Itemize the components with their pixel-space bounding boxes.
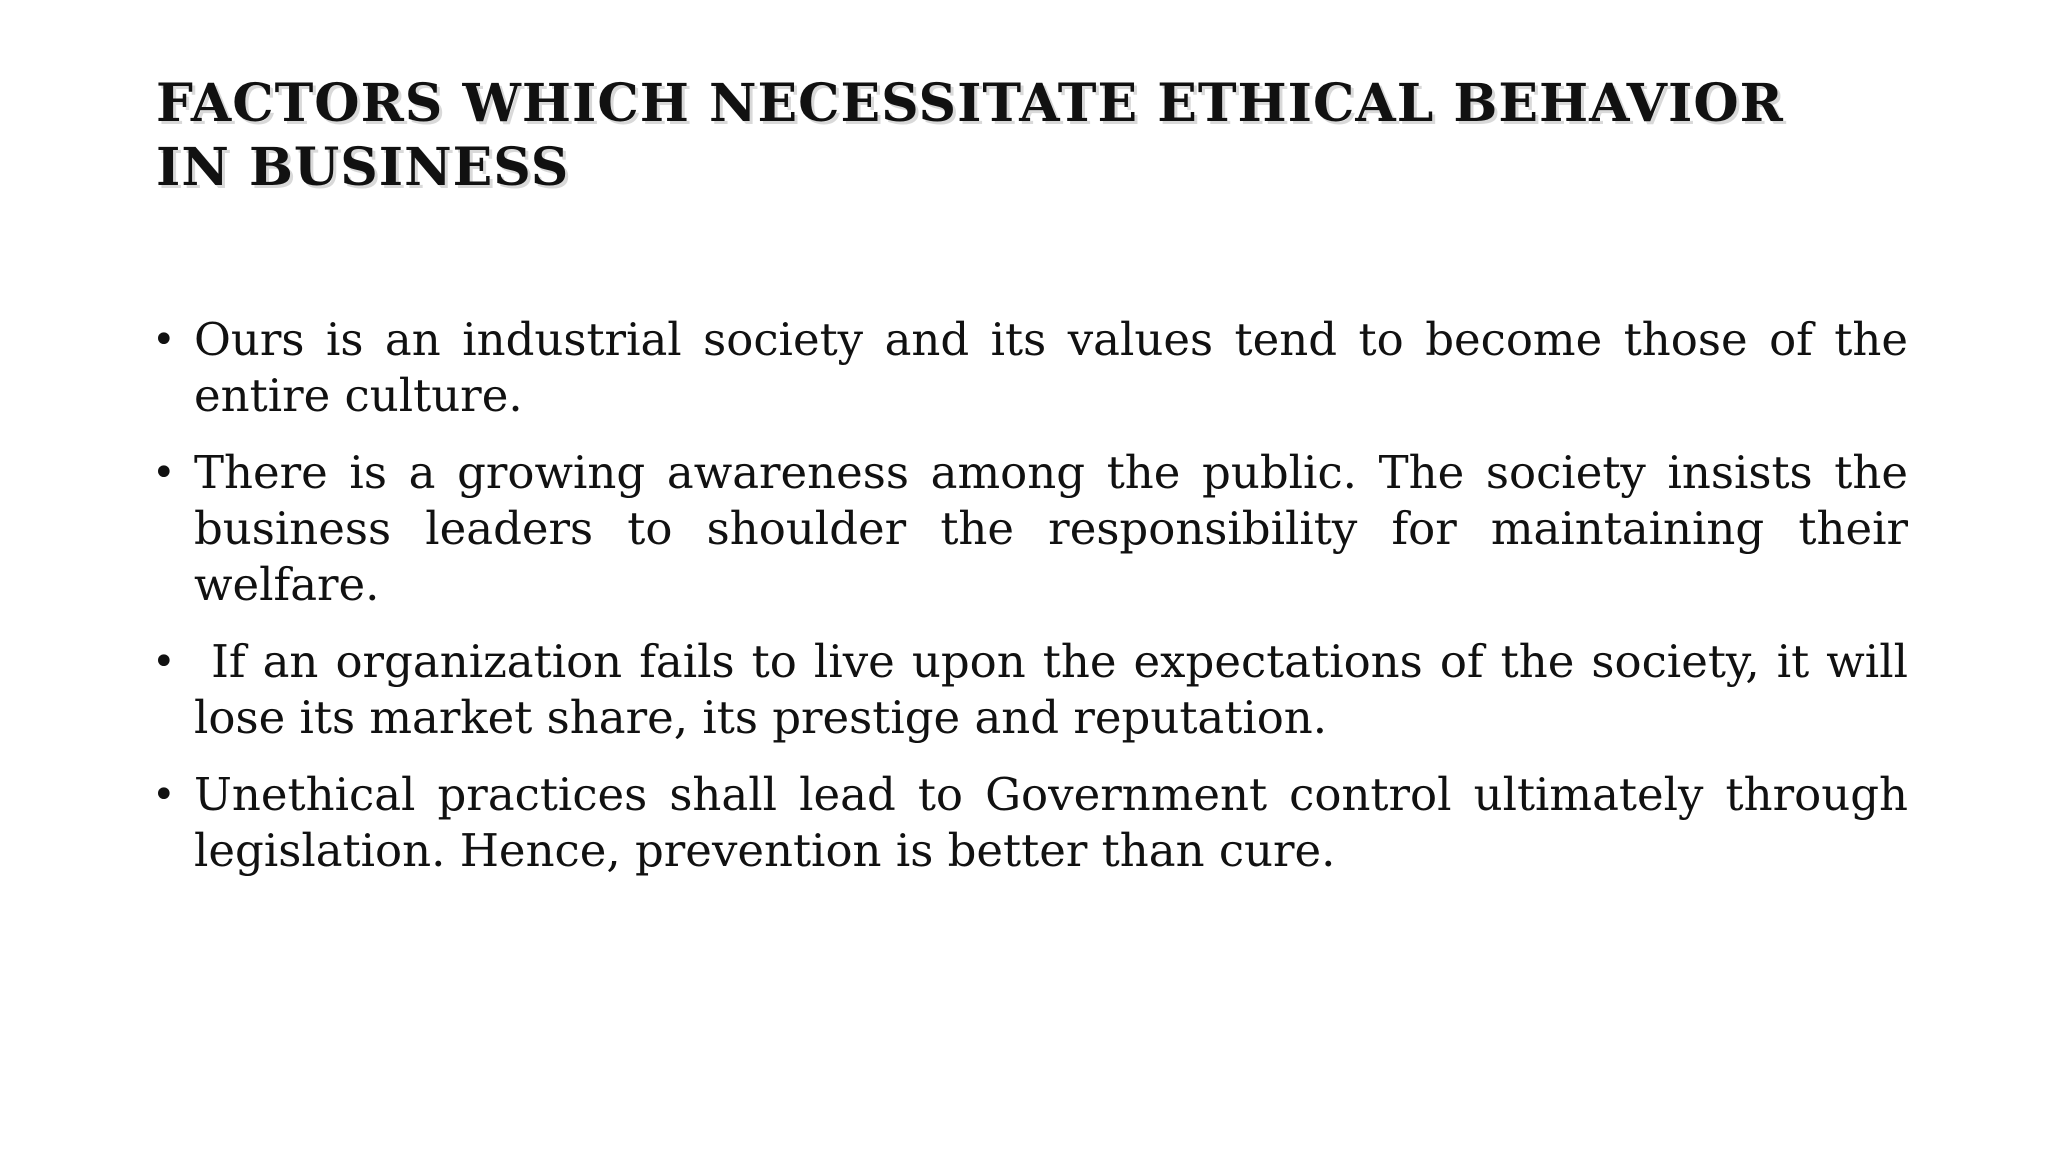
slide-title: FACTORS WHICH NECESSITATE ETHICAL BEHAVIOR IN BUSINESS (156, 73, 1784, 198)
bullet-icon: • (152, 317, 176, 363)
bullet-item (152, 767, 1908, 879)
bullet-icon: • (152, 639, 176, 685)
bullet-item (152, 312, 1908, 424)
bullet-list (152, 312, 1923, 900)
bullet-item (152, 445, 1908, 613)
bullet-text: Unethical practices shall lead to Government control ultimately through legislation. Hence, prevention is better than cure. (194, 768, 1908, 877)
bullet-text: Ours is an industrial society and its values tend to become those of the entire culture. (194, 313, 1908, 422)
bullet-icon: • (152, 450, 176, 496)
bullet-text: If an organization fails to live upon the expectations of the society, it will lose its market share, its prestige and reputation. (194, 635, 1923, 744)
bullet-item (152, 634, 1923, 746)
bullet-text: There is a growing awareness among the public. The society insists the business leaders to shoulder the responsibility for maintaining their welfare. (194, 446, 1908, 611)
bullet-icon: • (152, 772, 176, 818)
